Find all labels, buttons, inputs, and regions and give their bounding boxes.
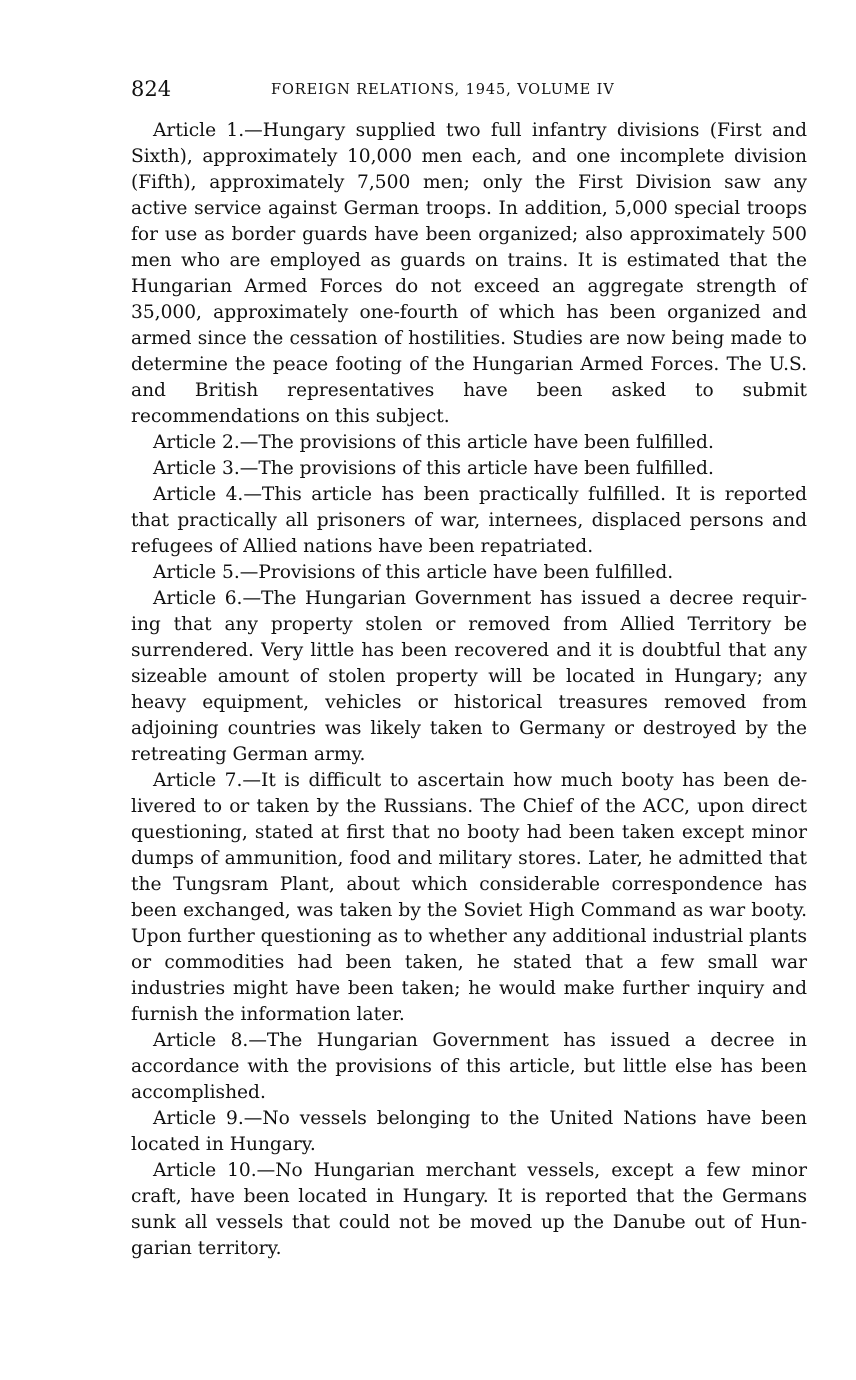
- body-text: [131, 118, 807, 1262]
- article-6-paragraph: Article 6.—The Hungarian Government has issued a decree requiring that any property stolen or removed from Allied Territory be surrendered. Very little has been recovered and it is doubtful that any sizeable amount of stolen property will be located in Hungary; any heavy equipment, vehicles or historical treasures removed from adjoining countries was likely taken to Germany or destroyed by the retreating German army.: [131, 588, 807, 765]
- article-2-paragraph: Article 2.—The provisions of this article have been fulfilled.: [153, 432, 714, 453]
- article-3-paragraph: Article 3.—The provisions of this article have been fulfilled.: [153, 458, 714, 479]
- page-number: 824: [131, 77, 172, 101]
- article-9-paragraph: Article 9.—No vessels belonging to the United Nations have been located in Hungary.: [131, 1108, 807, 1155]
- article-4-paragraph: Article 4.—This article has been practically fulfilled. It is reported that practically all prisoners of war, internees, displaced persons and refugees of Allied nations have been repatriated.: [131, 484, 807, 557]
- article-8-paragraph: Article 8.—The Hungarian Government has issued a decree in accordance with the provisions of this article, but little else has been accomplished.: [131, 1030, 807, 1103]
- article-7-paragraph: Article 7.—It is difficult to ascertain how much booty has been delivered to or taken by the Russians. The Chief of the ACC, upon direct questioning, stated at first that no booty had been taken except minor dumps of ammunition, food and military stores. Later, he admitted that the Tungsram Plant, about which considerable correspondence has been exchanged, was taken by the Soviet High Command as war booty. Upon further questioning as to whether any additional industrial plants or commodities had been taken, he stated that a few small war industries might have been taken; he would make further inquiry and furnish the information later.: [131, 770, 808, 1025]
- article-1-paragraph: Article 1.—Hungary supplied two full infantry divisions (First and Sixth), approximately 10,000 men each, and one incomplete division (Fifth), approximately 7,500 men; only the First Division saw any active service against German troops. In addition, 5,000 special troops for use as border guards have been organized; also approximately 500 men who are employed as guards on trains. It is estimated that the Hungarian Armed Forces do not exceed an aggregate strength of 35,000, approximately one-fourth of which has been organized and armed since the cessation of hostilities. Studies are now being made to determine the peace footing of the Hungarian Armed Forces. The U.S. and British representatives have been asked to submit recommendations on this subject.: [131, 120, 807, 427]
- article-10-paragraph: Article 10.—No Hungarian merchant vessels, except a few minor craft, have been located in Hungary. It is reported that the Germans sunk all vessels that could not be moved up the Danube out of Hungarian territory.: [131, 1160, 807, 1259]
- running-head: [131, 74, 807, 104]
- article-5-paragraph: Article 5.—Provisions of this article have been fulfilled.: [153, 562, 674, 583]
- running-head-title: FOREIGN RELATIONS, 1945, VOLUME IV: [271, 82, 615, 98]
